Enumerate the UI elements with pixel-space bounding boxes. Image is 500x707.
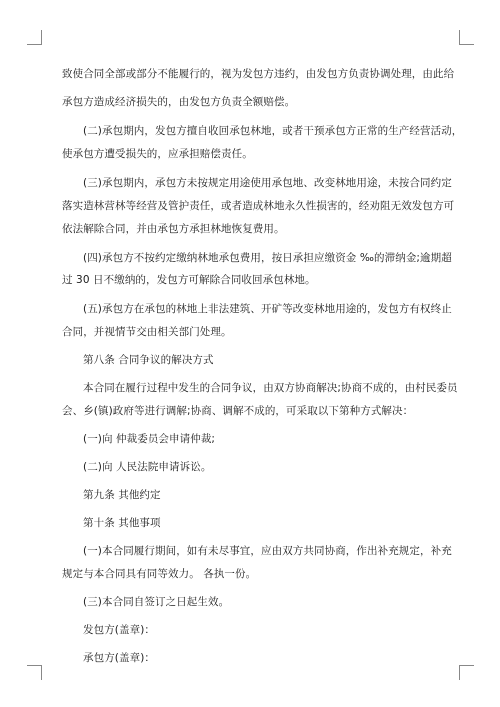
text-line: (二)承包期内，发包方擅自收回承包林地，或者干预承包方正常的生产经营活动， (83, 125, 463, 137)
text-line: 使承包方遭受损失的，应承担赔偿责任。 (62, 148, 253, 160)
crop-mark-bottom-left (27, 665, 42, 680)
crop-mark-bottom-right (459, 665, 474, 680)
text-line: 规定与本合同具有同等效力。 各执一份。 (62, 568, 257, 580)
signature-line-issuer: 发包方(盖章)： (83, 624, 155, 636)
text-line: (一)本合同履行期间，如有未尽事宜，应由双方共同协商，作出补充规定，补充 (83, 545, 452, 557)
text-line: 致使合同全部或部分不能履行的，视为发包方违约，由发包方负责协调处理，由此给 (62, 68, 455, 80)
text-line: (三)本合同自签订之日起生效。 (83, 596, 230, 608)
text-line: (三)承包期内，承包方未按规定用途使用承包地、改变林地用途，未按合同约定 (83, 177, 452, 189)
section-heading: 第八条 合同争议的解决方式 (83, 354, 214, 366)
text-line: (四)承包方不按约定缴纳林地承包费用，按日承担应缴资金 ‰的滞纳金;逾期超 (83, 252, 452, 264)
text-line: (二)向 人民法院申请诉讼。 (83, 461, 212, 473)
section-heading: 第十条 其他事项 (83, 517, 161, 529)
text-line: 落实造林营林等经营及管护责任，或者造成林地永久性损害的，经劝阻无效发包方可 (62, 200, 455, 212)
text-line: 会、乡(镇)政府等进行调解;协商、调解不成的，可采取以下第种方式解决： (62, 405, 414, 417)
text-line: 过 30 日不缴纳的，发包方可解除合同收回承包林地。 (62, 274, 316, 286)
text-line: (一)向 仲裁委员会申请仲裁; (83, 433, 216, 445)
text-line: 本合同在履行过程中发生的合同争议，由双方协商解决;协商不成的，由村民委员 (83, 382, 458, 394)
text-line: (五)承包方在承包的林地上非法建筑、开矿等改变林地用途的，发包方有权终止 (83, 303, 452, 315)
text-line: 依法解除合同，并由承包方承担林地恢复费用。 (62, 223, 285, 235)
crop-mark-top-right (459, 30, 474, 45)
signature-line-contractor: 承包方(盖章)： (83, 652, 155, 664)
crop-mark-top-left (27, 30, 42, 45)
section-heading: 第九条 其他约定 (83, 489, 161, 501)
text-line: 合同，并视情节交由相关部门处理。 (62, 326, 232, 338)
text-line: 承包方造成经济损失的，由发包方负责全额赔偿。 (62, 96, 296, 108)
